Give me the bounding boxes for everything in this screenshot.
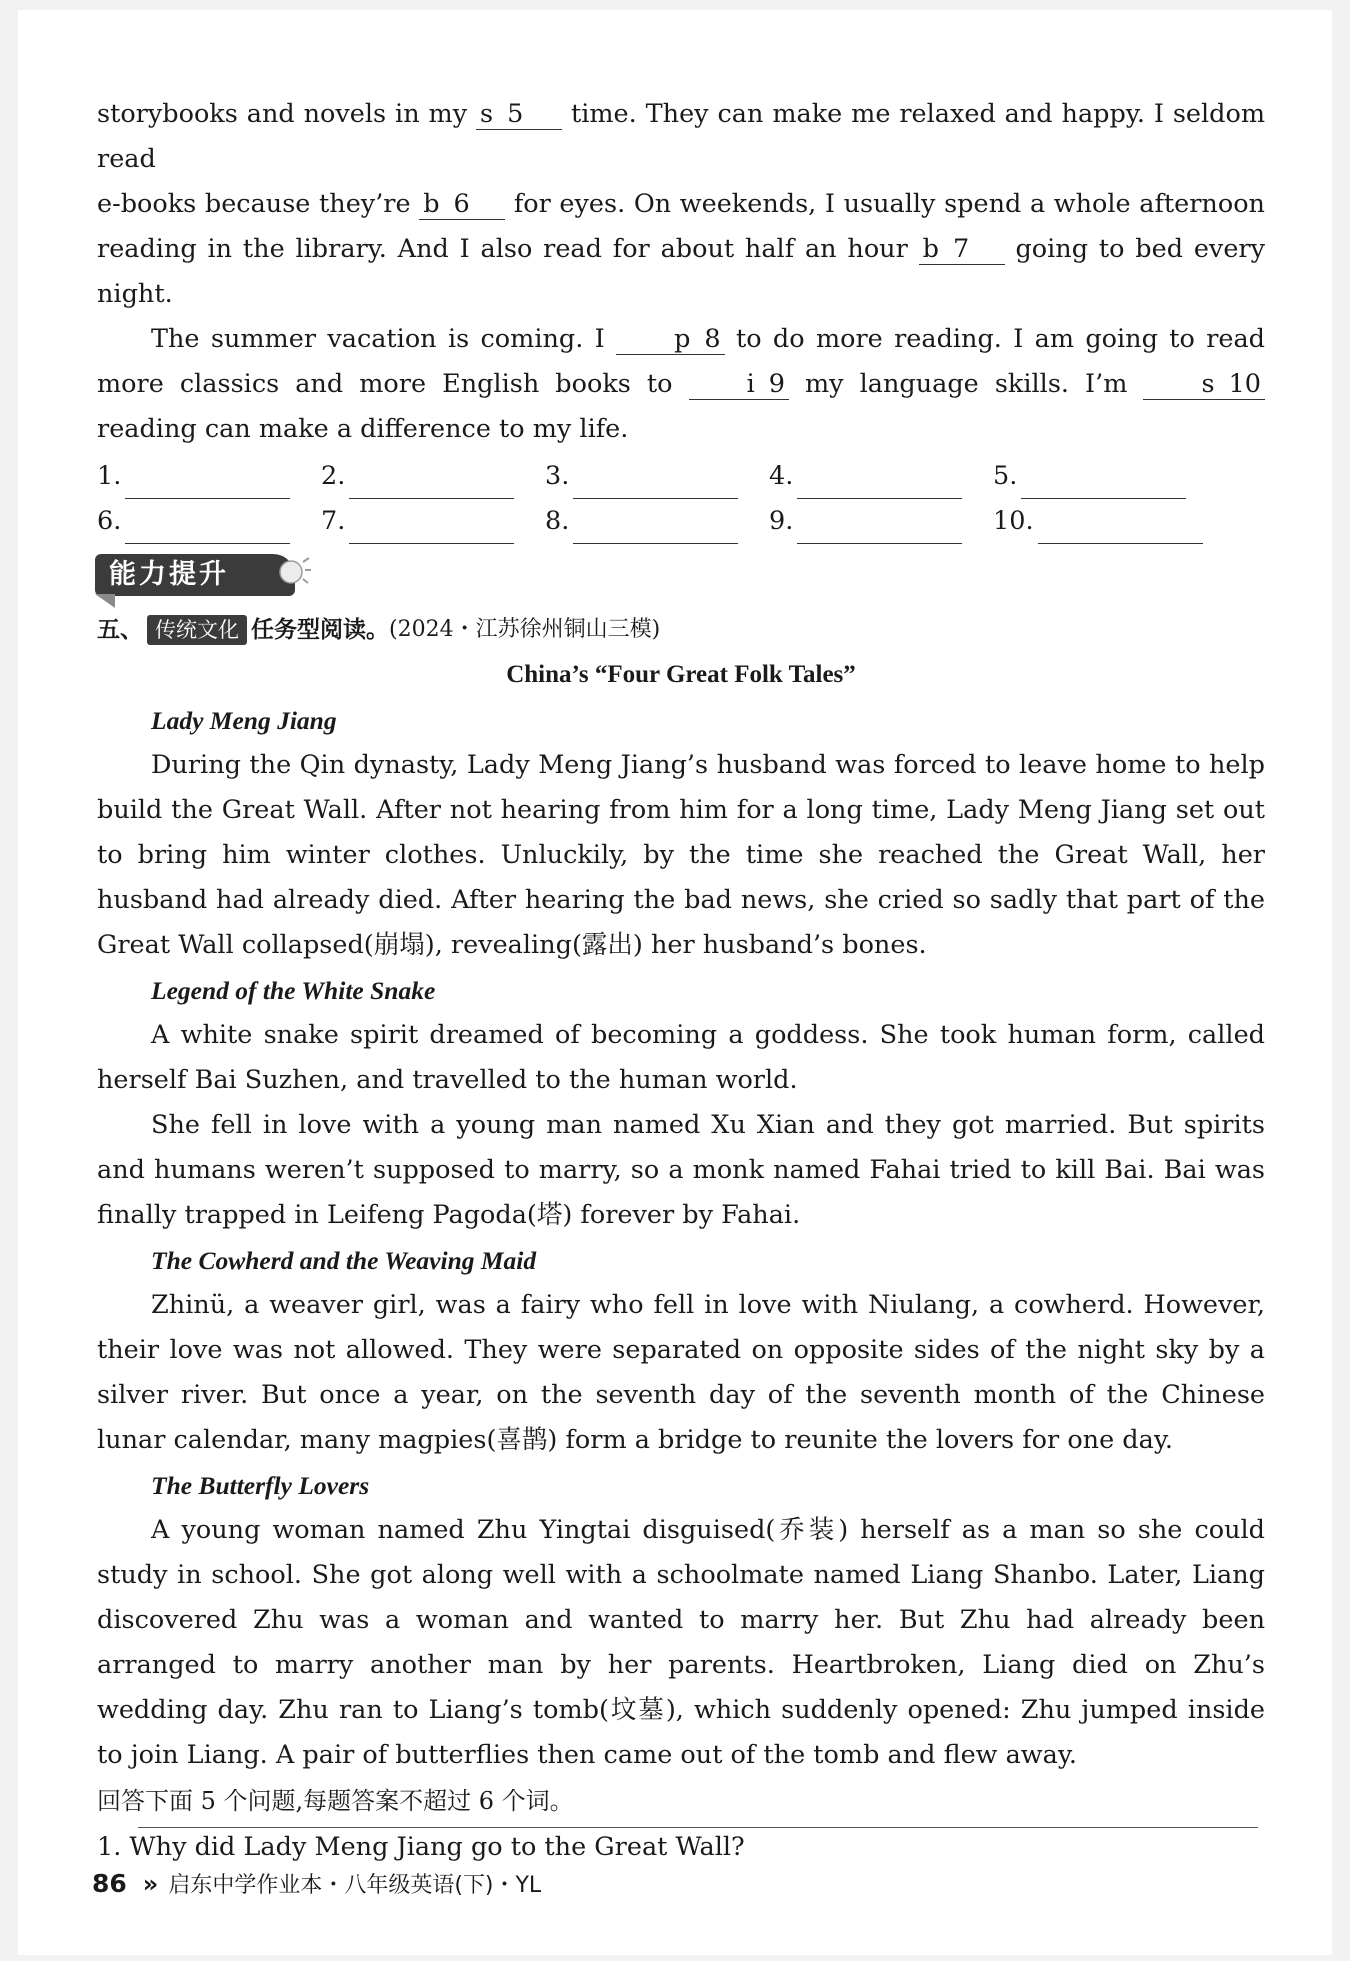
answer-number: 9. bbox=[769, 506, 794, 536]
answer-number: 3. bbox=[545, 461, 570, 491]
answer-slot[interactable] bbox=[545, 499, 769, 544]
story-paragraph: A white snake spirit dreamed of becoming a goddess. She took human form, called herself Bai Suzhen, and travelled to the human world. bbox=[97, 1020, 1265, 1095]
answer-line bbox=[349, 519, 514, 544]
answer-slot[interactable] bbox=[769, 454, 993, 499]
blank-letter: s bbox=[1201, 369, 1215, 399]
lightbulb-icon bbox=[273, 552, 313, 592]
text: storybooks and novels in my bbox=[97, 99, 468, 129]
blank-7[interactable] bbox=[919, 234, 1005, 265]
answer-number: 1. bbox=[97, 461, 122, 491]
blank-letter: i bbox=[746, 369, 755, 399]
answer-slot[interactable] bbox=[321, 454, 545, 499]
blank-number: 8 bbox=[704, 324, 721, 354]
blank-6[interactable] bbox=[419, 189, 505, 220]
text: for eyes. On weekends, I usually spend a whole afternoon bbox=[513, 189, 1265, 219]
blank-8[interactable] bbox=[616, 324, 725, 355]
blank-number: 5 bbox=[507, 99, 524, 129]
text: time. They can make me relaxed and happy. I seldom read bbox=[97, 99, 1266, 174]
banner-tail-shape bbox=[95, 594, 115, 608]
text: The summer vacation is coming. I bbox=[151, 324, 605, 354]
instruction: 回答下面 5 个问题,每题答案不超过 6 个词。 bbox=[97, 1787, 574, 1815]
blank-letter: b bbox=[922, 234, 939, 264]
story-paragraph: A young woman named Zhu Yingtai disguised(乔装) herself as a man so she could study in school. She got along well with a schoolmate named Liang Shanbo. Later, Liang discovered Zhu was a woman and wanted to marry her. But Zhu had already been arranged to marry another man by her parents. Heartbroken, Liang died on Zhu’s wedding day. Zhu ran to Liang’s tomb(坟墓), which suddenly opened: Zhu jumped inside to join Liang. A pair of butterflies then came out of the tomb and flew away. bbox=[97, 1515, 1265, 1770]
answer-line bbox=[349, 474, 514, 499]
answer-line bbox=[797, 474, 962, 499]
answer-line bbox=[125, 474, 290, 499]
story-title: Legend of the White Snake bbox=[151, 976, 436, 1005]
story-paragraph: During the Qin dynasty, Lady Meng Jiang’s husband was forced to leave home to help build the Great Wall. After not hearing from him for a long time, Lady Meng Jiang set out to bring him winter clothes. Unluckily, by the time she reached the Great Wall, her husband had already died. After hearing the bad news, she cried so sadly that part of the Great Wall collapsed(崩塌), revealing(露出) her husband’s bones. bbox=[97, 750, 1265, 960]
story-paragraph: Zhinü, a weaver girl, was a fairy who fell in love with Niulang, a cowherd. However, their love was not allowed. They were separated on opposite sides of the night sky by a silver river. But once a year, on the seventh day of the seventh month of the Chinese lunar calendar, many magpies(喜鹊) form a bridge to reunite the lovers for one day. bbox=[97, 1290, 1265, 1455]
passage-line bbox=[97, 182, 1265, 227]
blank-letter: b bbox=[423, 189, 440, 219]
answer-line bbox=[1038, 519, 1203, 544]
answer-slot[interactable] bbox=[97, 499, 321, 544]
blank-9[interactable] bbox=[689, 369, 789, 400]
answer-number: 2. bbox=[321, 461, 346, 491]
answer-slot[interactable] bbox=[321, 499, 545, 544]
answer-slot[interactable] bbox=[769, 499, 993, 544]
book-title: 启东中学作业本・八年级英语(下)・YL bbox=[168, 1873, 542, 1898]
answer-slot[interactable] bbox=[993, 454, 1217, 499]
banner-label: 能力提升 bbox=[95, 554, 295, 596]
page-number: 86 bbox=[92, 1869, 127, 1898]
blank-letter: s bbox=[480, 99, 494, 129]
worksheet-content bbox=[97, 92, 1265, 1870]
text: e-books because they’re bbox=[97, 189, 411, 219]
passage-line bbox=[97, 92, 1265, 182]
answer-number: 6. bbox=[97, 506, 122, 536]
answer-slot[interactable] bbox=[545, 454, 769, 499]
text: my language skills. I’m bbox=[805, 369, 1128, 399]
question-source: (2024・江苏徐州铜山三模) bbox=[389, 617, 661, 642]
blank-number: 7 bbox=[952, 234, 970, 264]
answer-line bbox=[797, 519, 962, 544]
answer-line bbox=[1021, 474, 1186, 499]
blank-number: 10 bbox=[1228, 369, 1262, 399]
blank-number: 9 bbox=[768, 369, 785, 399]
passage-line bbox=[97, 227, 1265, 317]
answer-number: 5. bbox=[993, 461, 1018, 491]
story-title: The Butterfly Lovers bbox=[151, 1471, 370, 1500]
answer-number: 7. bbox=[321, 506, 346, 536]
blank-letter: p bbox=[674, 324, 691, 354]
answer-grid bbox=[97, 454, 1265, 544]
page-footer bbox=[92, 1868, 541, 1899]
answer-slot[interactable] bbox=[993, 499, 1217, 544]
answer-line bbox=[573, 474, 738, 499]
story-title: The Cowherd and the Weaving Maid bbox=[151, 1246, 537, 1275]
text: to do more reading. I am going to read more classics and more English books to bbox=[97, 324, 1266, 399]
question-heading bbox=[97, 608, 1265, 652]
answer-number: 4. bbox=[769, 461, 794, 491]
answer-number: 10. bbox=[993, 506, 1034, 536]
passage-paragraph-2 bbox=[97, 317, 1265, 452]
question-number: 五、 bbox=[97, 617, 143, 643]
answer-writing-line[interactable] bbox=[138, 1827, 1258, 1828]
text: going to bed every night. bbox=[97, 234, 1266, 309]
blank-10[interactable] bbox=[1143, 369, 1265, 400]
section-banner bbox=[97, 550, 1265, 608]
text: reading in the library. And I also read for about half an hour bbox=[97, 234, 908, 264]
text: reading can make a difference to my life. bbox=[97, 414, 629, 444]
category-tag: 传统文化 bbox=[147, 615, 247, 645]
double-chevron-icon: » bbox=[142, 1869, 159, 1898]
story-paragraph: She fell in love with a young man named Xu Xian and they got married. But spirits and humans weren’t supposed to marry, so a monk named Fahai tried to kill Bai. Bai was finally trapped in Leifeng Pagoda(塔) forever by Fahai. bbox=[97, 1110, 1265, 1230]
blank-number: 6 bbox=[453, 189, 470, 219]
story-title: Lady Meng Jiang bbox=[151, 706, 337, 735]
blank-5[interactable] bbox=[476, 99, 562, 130]
question-type: 任务型阅读。 bbox=[251, 617, 389, 643]
answer-number: 8. bbox=[545, 506, 570, 536]
answer-slot[interactable] bbox=[97, 454, 321, 499]
article-title: China’s “Four Great Folk Tales” bbox=[506, 661, 856, 688]
answer-line bbox=[125, 519, 290, 544]
answer-line bbox=[573, 519, 738, 544]
question-1: 1. Why did Lady Meng Jiang go to the Great Wall? bbox=[97, 1832, 745, 1862]
